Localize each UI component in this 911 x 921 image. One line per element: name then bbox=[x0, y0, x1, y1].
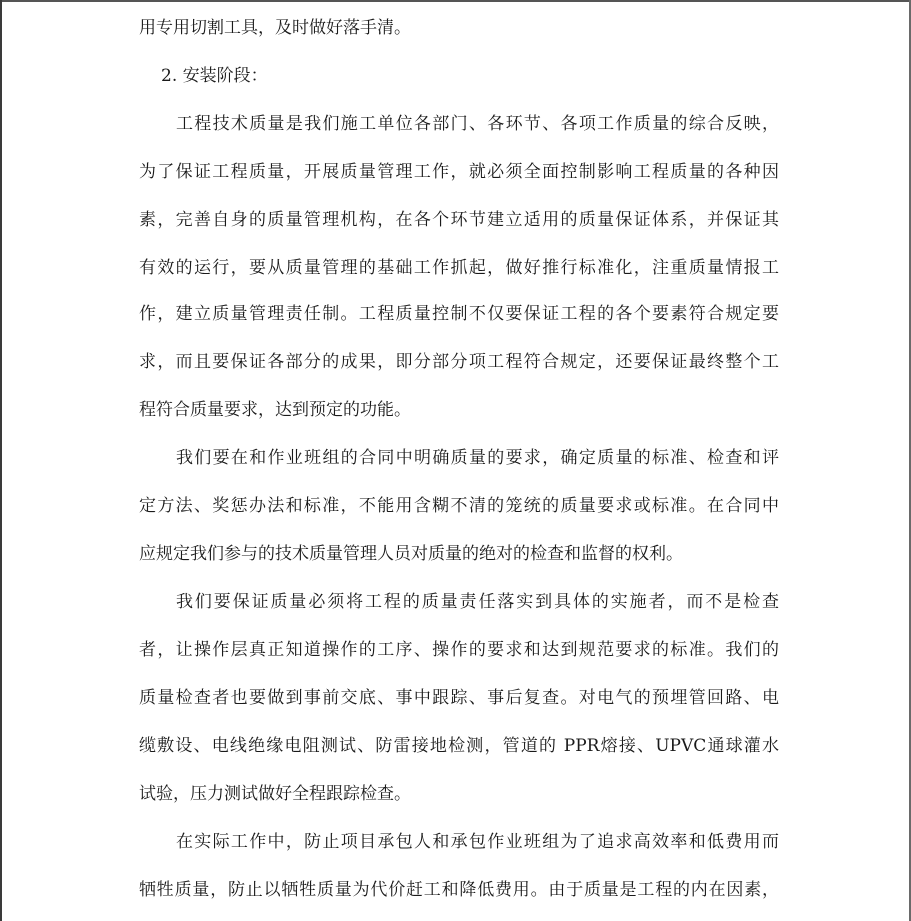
paragraph-line: 缆敷设、电线绝缘电阻测试、防雷接地检测，管道的 PPR熔接、UPVC通球灌水 bbox=[139, 736, 779, 756]
window-left-border bbox=[0, 0, 2, 921]
paragraph-line: 有效的运行，要从质量管理的基础工作抓起，做好推行标准化，注重质量情报工 bbox=[139, 258, 779, 278]
window-top-border bbox=[0, 0, 911, 2]
paragraph-line: 求，而且要保证各部分的成果，即分部分项工程符合规定，还要保证最终整个工 bbox=[139, 352, 779, 372]
paragraph-line: 者，让操作层真正知道操作的工序、操作的要求和达到规范要求的标准。我们的 bbox=[139, 640, 779, 660]
paragraph-line: 定方法、奖惩办法和标准，不能用含糊不清的笼统的质量要求或标准。在合同中 bbox=[139, 496, 779, 516]
paragraph-line: 工程技术质量是我们施工单位各部门、各环节、各项工作质量的综合反映， bbox=[176, 114, 779, 134]
paragraph-line: 应规定我们参与的技术质量管理人员对质量的绝对的检查和监督的权利。 bbox=[139, 544, 683, 564]
paragraph-line: 为了保证工程质量，开展质量管理工作，就必须全面控制影响工程质量的各种因 bbox=[139, 162, 779, 182]
paragraph-line: 用专用切割工具，及时做好落手清。 bbox=[139, 18, 411, 38]
paragraph-line: 我们要保证质量必须将工程的质量责任落实到具体的实施者，而不是检查 bbox=[176, 592, 779, 612]
paragraph-line: 质量检查者也要做到事前交底、事中跟踪、事后复查。对电气的预埋管回路、电 bbox=[139, 688, 779, 708]
section-heading: 2. 安装阶段： bbox=[161, 66, 268, 86]
paragraph-line: 在实际工作中，防止项目承包人和承包作业班组为了追求高效率和低费用而 bbox=[176, 832, 779, 852]
paragraph-line: 试验，压力测试做好全程跟踪检查。 bbox=[139, 784, 411, 804]
paragraph-line: 我们要在和作业班组的合同中明确质量的要求，确定质量的标准、检查和评 bbox=[176, 448, 779, 468]
paragraph-line: 素，完善自身的质量管理机构，在各个环节建立适用的质量保证体系，并保证其 bbox=[139, 210, 779, 230]
paragraph-line: 程符合质量要求，达到预定的功能。 bbox=[139, 400, 411, 420]
paragraph-line: 作，建立质量管理责任制。工程质量控制不仅要保证工程的各个要素符合规定要 bbox=[139, 304, 779, 324]
paragraph-line: 牺牲质量，防止以牺牲质量为代价赶工和降低费用。由于质量是工程的内在因素， bbox=[139, 880, 779, 900]
